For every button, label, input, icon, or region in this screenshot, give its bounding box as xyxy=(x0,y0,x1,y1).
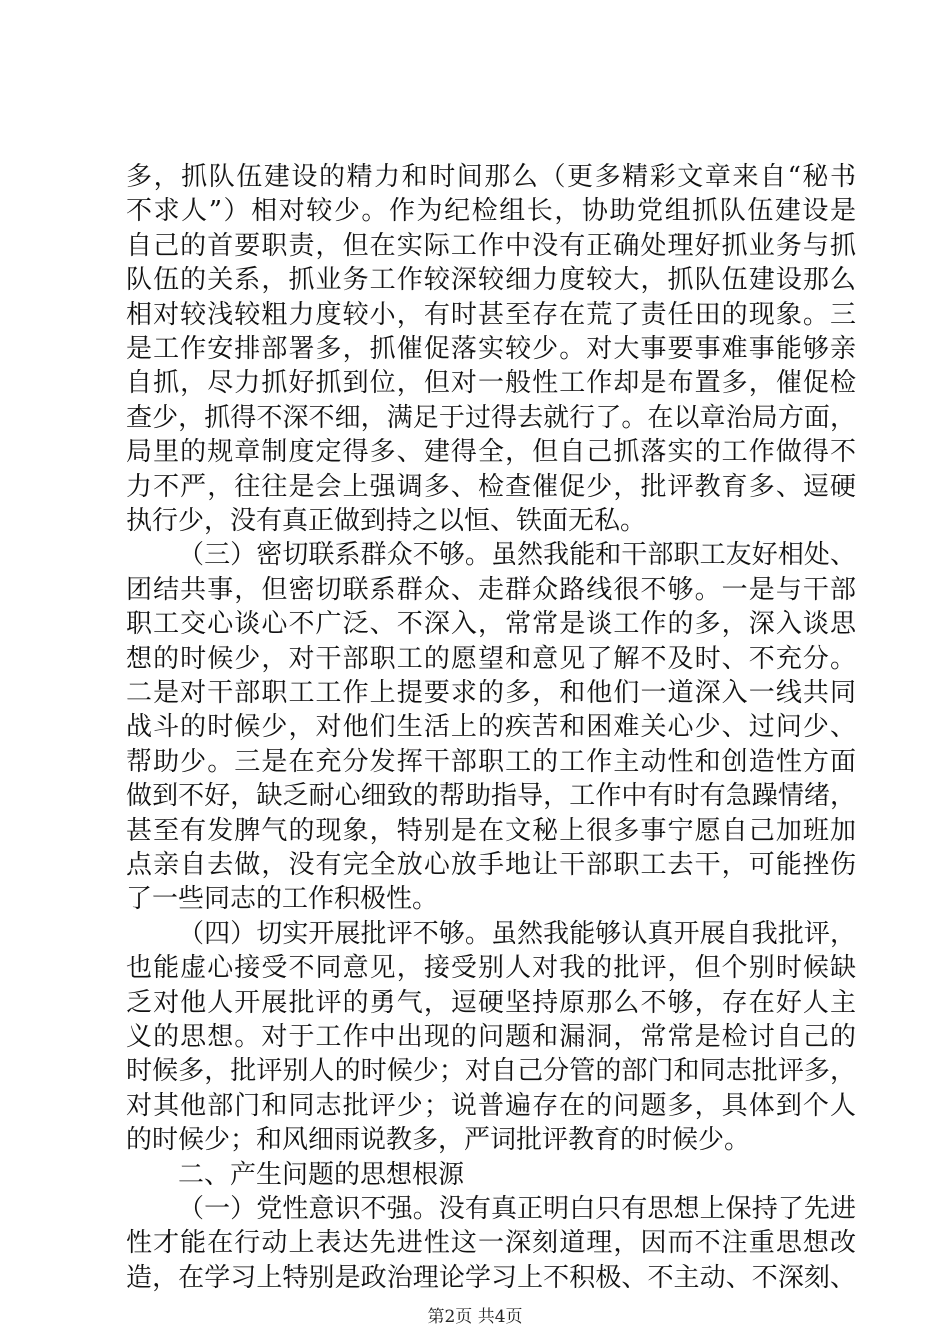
text-line: 自己的首要职责，但在实际工作中没有正确处理好抓业务与抓 xyxy=(126,231,856,261)
paragraph-start-line: 二、产生问题的思想根源 xyxy=(178,1160,465,1190)
text-line: 义的思想。对于工作中出现的问题和漏洞，常常是检讨自己的 xyxy=(126,1022,856,1052)
text-line: 想的时候少，对干部职工的愿望和意见了解不及时、不充分。 xyxy=(126,644,856,674)
text-line: 自抓，尽力抓好抓到位，但对一般性工作却是布置多，催促检 xyxy=(126,368,856,398)
text-line: 帮助少。三是在充分发挥干部职工的工作主动性和创造性方面 xyxy=(126,747,856,777)
text-line: 队伍的关系，抓业务工作较深较细力度较大，抓队伍建设那么 xyxy=(126,265,856,295)
paragraph-start-line: （四）切实开展批评不够。虽然我能够认真开展自我批评， xyxy=(178,919,856,949)
text-line: 二是对干部职工工作上提要求的多，和他们一道深入一线共同 xyxy=(126,678,856,708)
text-line: 做到不好，缺乏耐心细致的帮助指导，工作中有时有急躁情绪， xyxy=(126,781,856,811)
text-line: 战斗的时候少，对他们生活上的疾苦和困难关心少、过问少、 xyxy=(126,712,856,742)
text-line: 点亲自去做，没有完全放心放手地让干部职工去干，可能挫伤 xyxy=(126,850,856,880)
text-line: 力不严，往往是会上强调多、检查催促少，批评教育多、逗硬 xyxy=(126,472,856,502)
page-number-footer: 第2页 共4页 xyxy=(427,1307,523,1327)
text-line: 团结共事，但密切联系群众、走群众路线很不够。一是与干部 xyxy=(126,575,856,605)
text-line: 乏对他人开展批评的勇气，逗硬坚持原那么不够，存在好人主 xyxy=(126,988,856,1018)
text-line: 局里的规章制度定得多、建得全，但自己抓落实的工作做得不 xyxy=(126,437,856,467)
text-line: 甚至有发脾气的现象，特别是在文秘上很多事宁愿自己加班加 xyxy=(126,816,856,846)
text-line: 性才能在行动上表达先进性这一深刻道理，因而不注重思想改 xyxy=(126,1228,856,1258)
text-line: 多，抓队伍建设的精力和时间那么（更多精彩文章来自“秘书 xyxy=(126,162,856,192)
text-line: 对其他部门和同志批评少；说普遍存在的问题多，具体到个人 xyxy=(126,1091,856,1121)
text-line: 执行少，没有真正做到持之以恒、铁面无私。 xyxy=(126,506,647,536)
text-line: 的时候少；和风细雨说教多，严词批评教育的时候少。 xyxy=(126,1125,751,1155)
text-line: 是工作安排部署多，抓催促落实较少。对大事要事难事能够亲 xyxy=(126,334,856,364)
text-line: 不求人”）相对较少。作为纪检组长，协助党组抓队伍建设是 xyxy=(126,196,856,226)
text-line: 造，在学习上特别是政治理论学习上不积极、不主动、不深刻、 xyxy=(126,1263,856,1293)
text-line: 查少，抓得不深不细，满足于过得去就行了。在以章治局方面， xyxy=(126,403,856,433)
paragraph-start-line: （一）党性意识不强。没有真正明白只有思想上保持了先进 xyxy=(178,1194,856,1224)
text-line: 了一些同志的工作积极性。 xyxy=(126,884,439,914)
text-line: 相对较浅较粗力度较小，有时甚至存在荒了责任田的现象。三 xyxy=(126,300,856,330)
text-line: 职工交心谈心不广泛、不深入，常常是谈工作的多，深入谈思 xyxy=(126,609,856,639)
text-line: 时候多，批评别人的时候少；对自己分管的部门和同志批评多， xyxy=(126,1056,856,1086)
text-line: 也能虚心接受不同意见，接受别人对我的批评，但个别时候缺 xyxy=(126,953,856,983)
paragraph-start-line: （三）密切联系群众不够。虽然我能和干部职工友好相处、 xyxy=(178,540,856,570)
